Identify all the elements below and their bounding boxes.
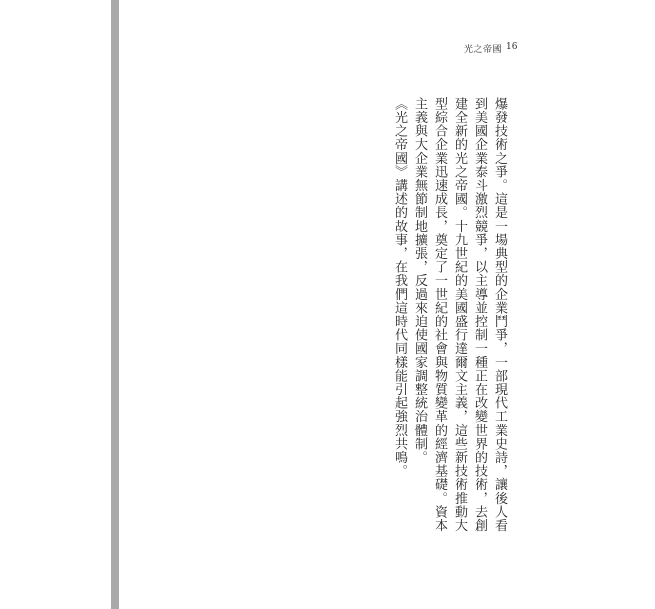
- running-header-title: 光之帝國: [464, 45, 503, 55]
- book-page: [119, 0, 534, 609]
- paragraph: 《光之帝國》講述的故事，在我們這時代同樣能引起強烈共鳴。: [392, 97, 407, 478]
- running-header: [119, 42, 519, 56]
- page-number: 16: [506, 42, 518, 52]
- book-spine-edge: [111, 0, 119, 609]
- body-text: [389, 97, 509, 537]
- paragraph: 爆發技術之爭。這是一場典型的企業鬥爭，一部現代工業史詩，讓後人看到美國企業泰斗激烈競爭，以主導並控制一種正在改變世界的技術，去創建全新的光之帝國。十九世紀的美國盛行達爾文主義，這些新技術推動大型綜合企業迅速成長，奠定了一世紀的社會與物質變革的經濟基礎。資本主義與大企業無節制地擴張，反過來迫使國家調整統治體制。: [412, 97, 507, 533]
